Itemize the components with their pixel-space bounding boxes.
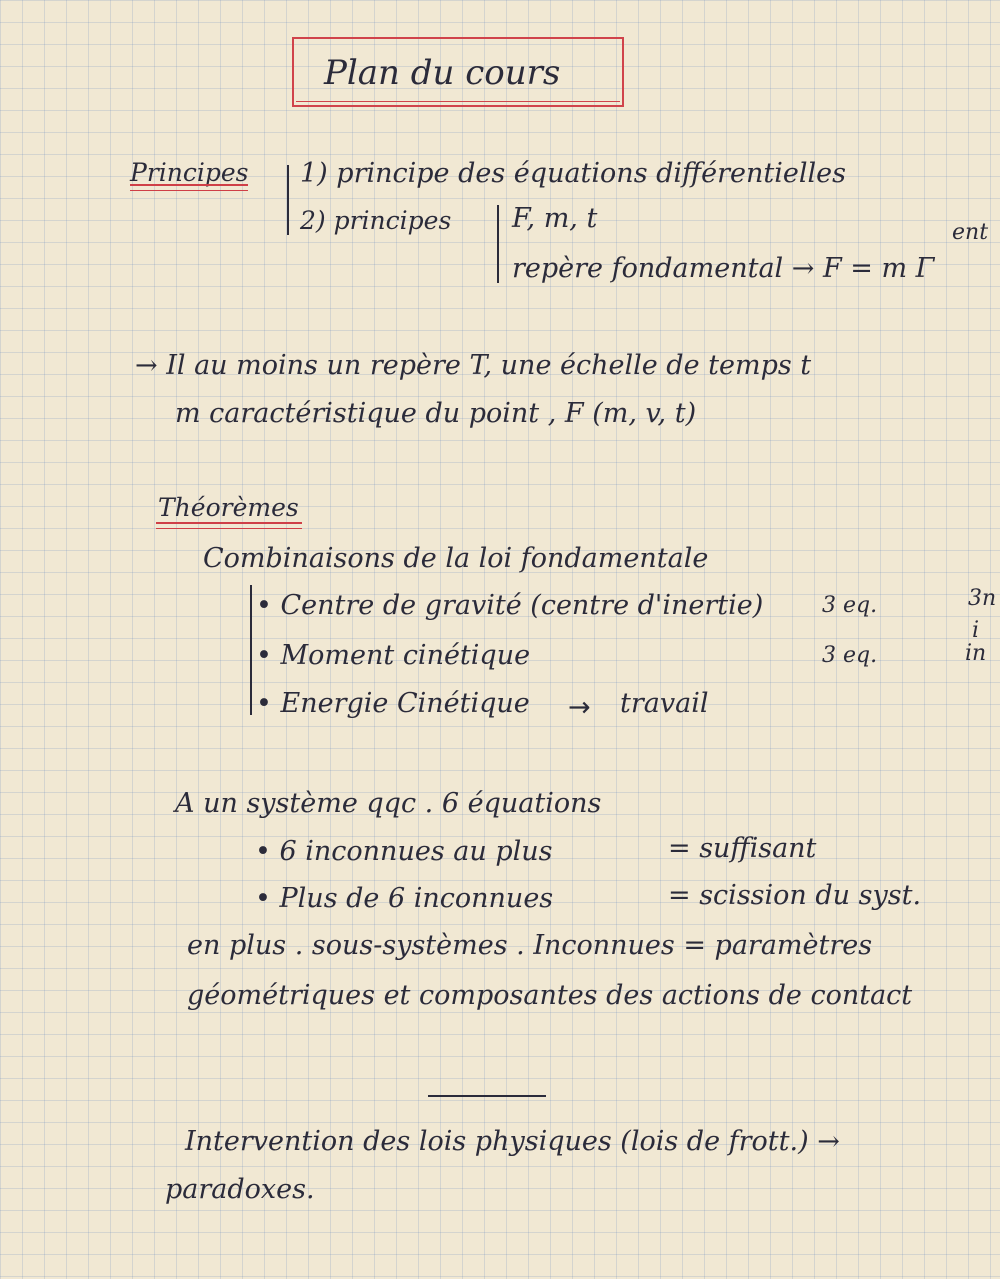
theoremes-heading: Théorèmes [158,493,299,522]
principes-line-2-label: 2) principes [300,206,452,235]
theorem-item-2-count: 3 eq. [822,643,878,668]
principes-underline [130,184,248,186]
principes-underline-2 [130,190,248,191]
theoremes-margin-note-2: i [972,618,980,643]
theoremes-underline-2 [156,528,302,529]
systeme-line-1: A un système qqc . 6 équations [175,788,602,819]
principes-heading: Principes [130,158,249,187]
section-divider [428,1095,546,1097]
systeme-line-5: géométriques et composantes des actions de contact [187,980,913,1011]
theorem-item-3-result: travail [620,688,709,719]
theorem-item-2: • Moment cinétique [256,640,531,671]
systeme-bullet-1-result: = suffisant [668,833,817,864]
theoremes-margin-note-1: 3n [968,586,997,611]
theorem-item-3-arrow: → [568,692,591,723]
systeme-bullet-1: • 6 inconnues au plus [255,836,553,867]
theorem-item-1-count: 3 eq. [822,593,878,618]
title-box [292,37,624,107]
principes-line-3: repère fondamental → F = m Γ [512,253,935,284]
theorem-item-1: • Centre de gravité (centre d'inertie) [256,590,764,621]
principes-inner-bar [497,205,499,283]
theorem-item-3: • Energie Cinétique [256,688,530,719]
page-title: Plan du cours [324,53,561,93]
systeme-bullet-2: • Plus de 6 inconnues [255,883,554,914]
principes-margin-note: ent [952,220,989,245]
hypothesis-line-2: m caractéristique du point , F (m, v, t) [175,398,697,429]
theoremes-bracket [250,585,252,715]
principes-line-2-items: F, m, t [512,203,598,234]
systeme-bullet-2-result: = scission du syst. [668,880,922,911]
footer-line-1: Intervention des lois physiques (lois de frott.) → [185,1126,840,1157]
principes-line-1: 1) principe des équations différentielles [300,158,846,189]
footer-line-2: paradoxes. [165,1174,315,1205]
theoremes-underline [156,522,302,524]
theoremes-subheading: Combinaisons de la loi fondamentale [203,543,709,574]
systeme-line-4: en plus . sous-systèmes . Inconnues = paramètres [187,930,873,961]
theoremes-margin-note-3: in [965,641,987,666]
principes-brace [287,165,289,235]
hypothesis-line-1: → Il au moins un repère T, une échelle de temps t [135,350,812,381]
